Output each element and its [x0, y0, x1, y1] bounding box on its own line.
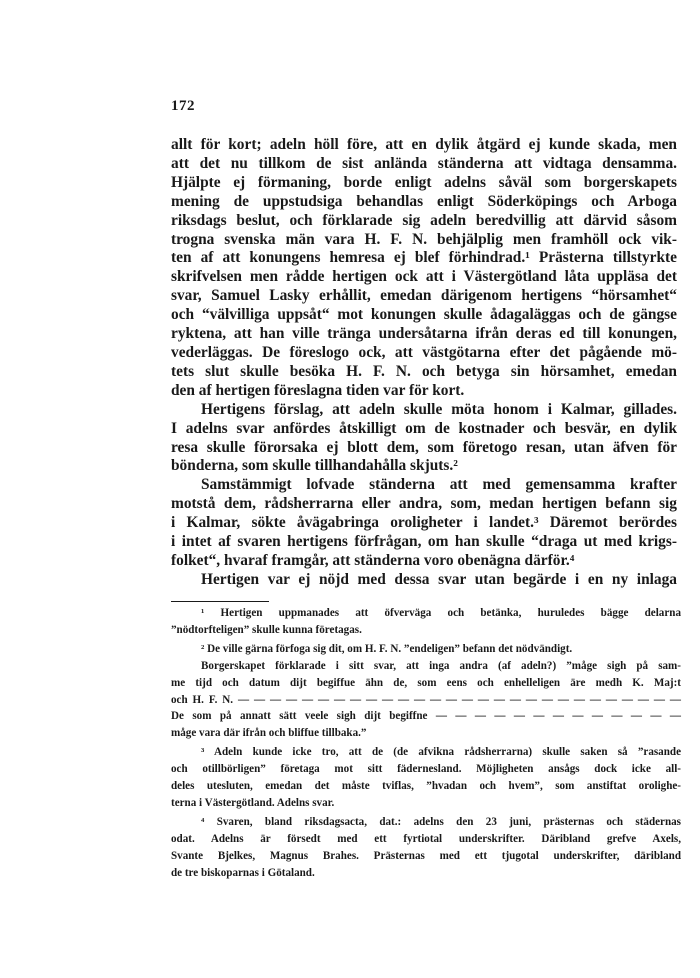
body-line: den af hertigen föreslagna tiden var för kort.	[171, 381, 465, 399]
body-line: Samstämmigt lofvade ständerna att med gemensamma krafter	[201, 476, 677, 494]
footnote	[171, 744, 681, 812]
body-line: riksdags beslut, och förklarade sig adeln beredvillig att därvid såsom	[171, 211, 677, 229]
footnote-line: ¹ Hertigen uppmanades att öfverväga och betänka, huruledes bägge delarna	[201, 607, 681, 619]
footnote-line: Svante Bjelkes, Magnus Brahes. Prästernas med ett tjugotal underskrifter, däribland	[171, 849, 681, 862]
body-line: motstå dem, rådsherrarna eller andra, som, medan hertigen befann sig	[171, 495, 677, 513]
footnote-line: ³ Adeln kunde icke tro, att de (de afvikna rådsherrarna) skulle saken så ”rasande	[201, 746, 681, 759]
footnote-line: de tre biskoparnas i Götaland.	[171, 866, 315, 879]
footnote-line: Borgerskapet förklarade i sitt svar, att inga andra (af adeln?) ”måge sigh på sam-	[201, 659, 681, 672]
footnote-line: deles utesluten, emedan det måste tviflas, ”hvadan och hvem”, som anstiftat orolighe-	[171, 780, 681, 793]
footnote-line: terna i Västergötland. Adelns svar.	[171, 796, 335, 809]
body-line: och “välvilliga uppsåt“ mot konungen skulle ådagaläggas och de gängse	[171, 306, 677, 324]
body-line: Hjälpte ej förmaning, borde enligt adelns såväl som borgerskapets	[171, 173, 677, 191]
body-line: mening de uppstudsiga behandlas enligt Söderköpings och Arboga	[171, 192, 677, 210]
footnote-line: De som på annatt sätt veele sigh dijt begiffne — — — — — — — — — — — — —	[171, 710, 681, 723]
footnote-line: och otillbörligen” företaga mot sitt fädernesland. Möjligheten ansågs dock icke all-	[171, 763, 681, 776]
body-line: skrifvelsen men rådde hertigen ock att i Västergötland låta uppläsa det	[171, 268, 677, 286]
footnote	[171, 641, 681, 742]
body-line: bönderna, som skulle tillhandahålla skjuts.²	[171, 457, 458, 475]
body-line: ten af att konungens hemresa ej blef förhindrad.¹ Prästerna tillstyrkte	[171, 249, 677, 267]
body-line: Hertigens förslag, att adeln skulle möta honom i Kalmar, gillades.	[201, 400, 677, 418]
footnote-line: ”nödtorfteligen” skulle kunna företagas.	[171, 623, 362, 636]
footnote-line: ² De ville gärna förfoga sig dit, om H. F. N. ”endeligen” befann det nödvändigt.	[201, 642, 573, 655]
footnote	[171, 605, 681, 639]
footnotes	[171, 605, 681, 882]
body-line: svar, Samuel Lasky erhållit, emedan därigenom hertigens “hörsamhet“	[171, 287, 677, 305]
body-line: tets slut skulle besöka H. F. N. och betyga sin hörsamhet, emedan	[171, 362, 677, 380]
footnote-line: måge vara där ifrån och bliffue tillbaka.”	[171, 727, 367, 740]
body-line: allt för kort; adeln höll före, att en dylik åtgärd ej kunde skada, men	[171, 136, 677, 153]
body-line: resa skulle förorsaka ej blott dem, som företogo resan, utan äfven för	[171, 438, 677, 456]
footnote-line: me tijd och datum dijt begiffue ähn de, som eens och enhelleligen äre medh K. Maj:t	[171, 676, 681, 689]
body-line: att det nu tillkom de sist anlända ständerna att vidtaga densamma.	[171, 154, 677, 172]
footnote-divider	[171, 601, 269, 602]
body-line: i intet af svaren hertigens förfrågan, om han skulle “draga ut med krigs-	[171, 533, 677, 551]
body-line: vederläggas. De föreslogo ock, att västgötarna efter det pågående mö-	[171, 343, 677, 361]
footnote-line: odat. Adelns är försedt med ett fyrtiotal underskrifter. Däribland grefve Axels,	[171, 832, 681, 845]
page-number: 172	[171, 98, 195, 114]
body-text	[171, 136, 677, 590]
body-line: I adelns svar anfördes åtskilligt om de kostnader och besvär, en dylik	[171, 419, 677, 437]
body-line: folket“, hvaraf framgår, att ständerna voro obenägna därför.⁴	[171, 551, 575, 569]
body-line: i Kalmar, sökte åvägabringa oroligheter i landet.³ Däremot berördes	[171, 514, 677, 532]
body-line: trogna svenska män vara H. F. N. behjälplig men framhöll ock vik-	[171, 230, 677, 248]
footnote-line: ⁴ Svaren, bland riksdagsacta, dat.: adelns den 23 juni, prästernas och städernas	[201, 815, 681, 828]
body-line: Hertigen var ej nöjd med dessa svar utan begärde i en ny inlaga	[201, 570, 677, 588]
footnote	[171, 814, 681, 882]
footnote-line: och H. F. N. — — — — — — — — — — — — — — — — — — — — — — — — — — — —	[171, 693, 681, 706]
body-line: ryktena, att han ville tränga undersåtarna ifrån deras ed till konungen,	[171, 325, 677, 343]
